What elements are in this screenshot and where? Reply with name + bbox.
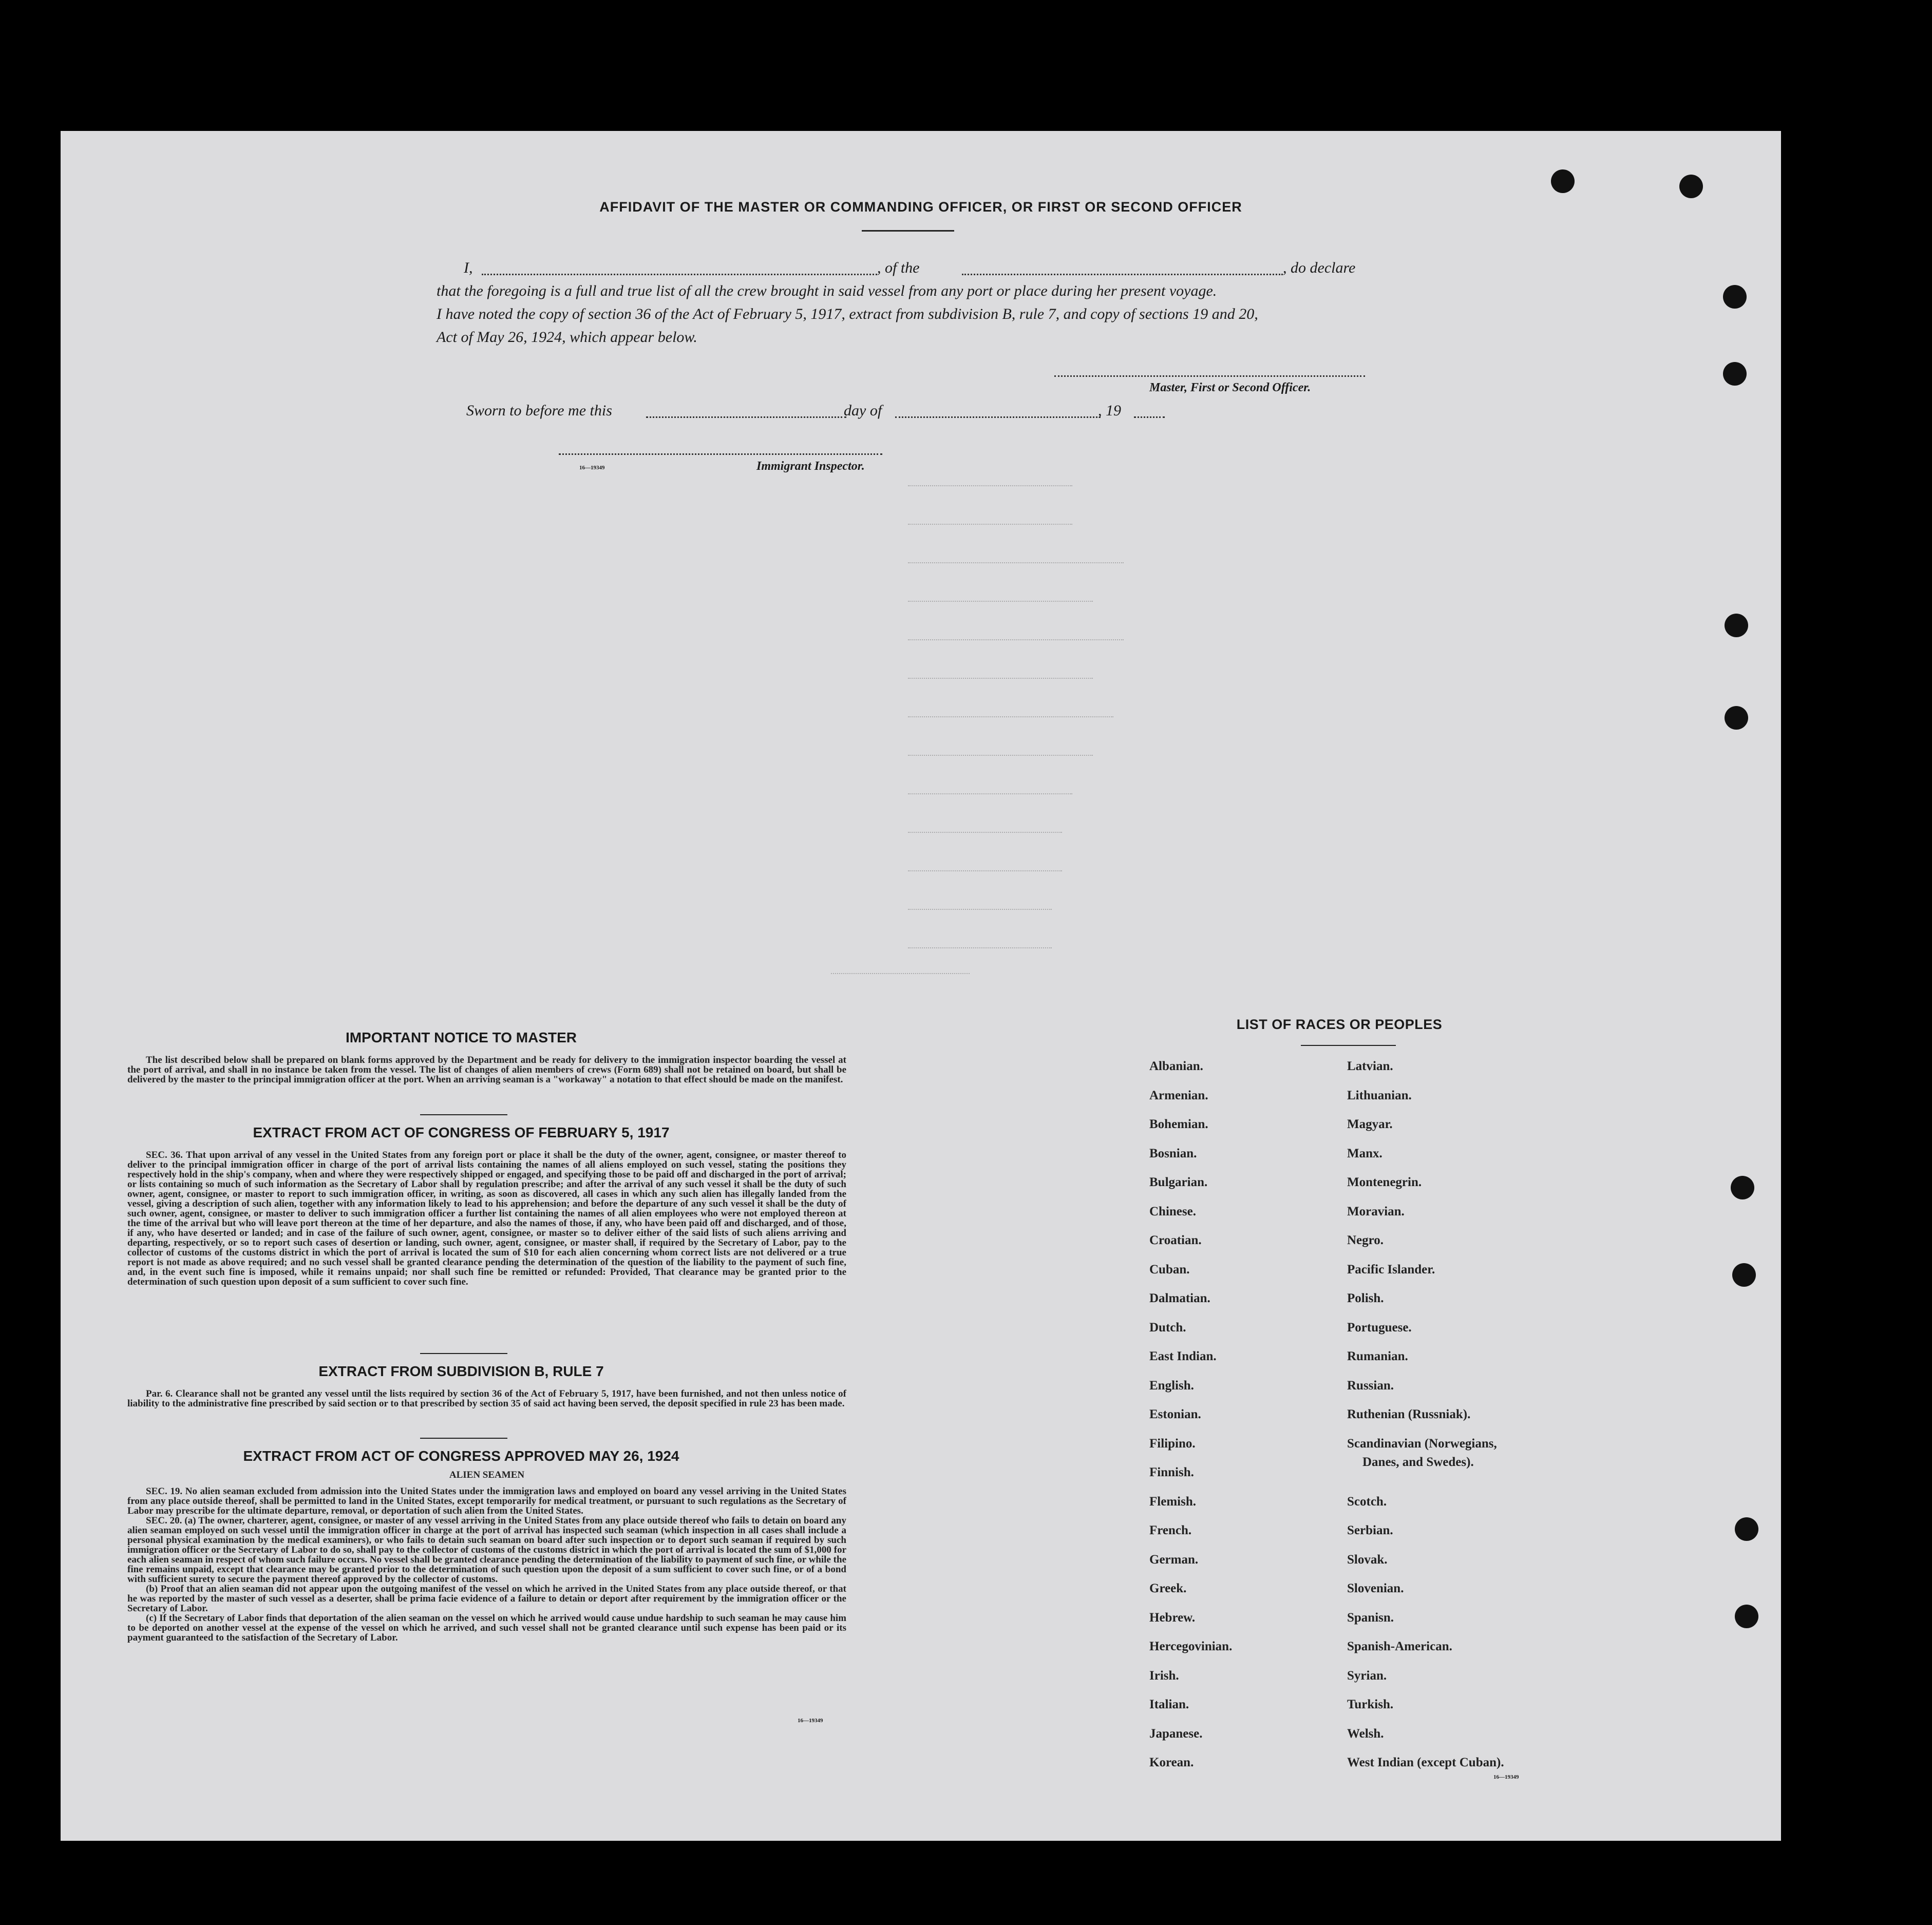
race-item: Bohemian. <box>1149 1117 1208 1131</box>
race-item: Korean. <box>1149 1756 1194 1769</box>
extract-1924-body <box>127 1486 846 1643</box>
race-item: East Indian. <box>1149 1349 1217 1363</box>
notice-body <box>127 1055 846 1084</box>
race-item: Lithuanian. <box>1347 1088 1412 1102</box>
bleed-through <box>908 909 1052 910</box>
affidavit-line-3: I have noted the copy of section 36 of the Act of February 5, 1917, extract from subdivision B, rule 7, and copy of sections 19 and 20, <box>437 306 1258 322</box>
bleed-through <box>908 870 1062 871</box>
race-item: Scandinavian (Norwegians, <box>1347 1436 1497 1451</box>
bleed-through <box>908 639 1124 640</box>
bleed-through <box>908 562 1124 563</box>
punch-hole <box>1731 1176 1754 1199</box>
name-blank <box>482 274 877 275</box>
sworn-day-blank <box>646 416 846 418</box>
race-item: Ruthenian (Russniak). <box>1347 1407 1471 1421</box>
sworn-year: , 19 <box>1098 402 1121 419</box>
race-item: Albanian. <box>1149 1059 1203 1073</box>
sec-20b-paragraph: (b) Proof that an alien seaman did not appear upon the outgoing manifest of the vessel on which he arrived in the United States from any place outside thereof, or that he was reported by the master of such vessel as a deserter, shall be prima facie evidence of a failure to detain or deport after requirement by the immigration officer or the Secretary of Labor. <box>127 1584 846 1614</box>
sec-20a-paragraph: SEC. 20. (a) The owner, charterer, agent, consignee, or master of any vessel arriving in the United States from any place outside thereof who fails to detain on board any alien seaman employed on such vessel until the immigration officer in charge at the port of arrival has inspected such seaman (which inspection in all cases shall include a personal physical examination by the medical examiners), or who fails to detain such seaman on board after such inspection or to deport such seaman if required by such immigration officer or the Secretary of Labor to do so, shall pay to the collector of customs of the customs district in which the port of arrival is located the sum of $1,000 for each alien seaman in respect of whom such failure occurs. No vessel shall be granted clearance pending the determination of the liability to payment of such fine, or while the fine remains unpaid, except that clearance may be granted prior to the determination of such question upon the deposit of a sum sufficient to cover such fine, or of a bond with sufficient surety to secure the payment thereof approved by the collector of customs. <box>127 1515 846 1585</box>
races-title-underline <box>1301 1045 1396 1046</box>
race-item: Estonian. <box>1149 1407 1201 1421</box>
title-underline <box>862 230 954 232</box>
races-title: LIST OF RACES OR PEOPLES <box>1236 1017 1443 1032</box>
inspector-label: Immigrant Inspector. <box>756 460 865 473</box>
affidavit-declare-label: , do declare <box>1283 259 1356 276</box>
affidavit-i-label: I, <box>464 259 473 276</box>
sworn-prefix: Sworn to before me this <box>466 402 612 419</box>
race-item: Negro. <box>1347 1233 1384 1247</box>
race-item: Filipino. <box>1149 1436 1196 1451</box>
affidavit-line-2: that the foregoing is a full and true list of all the crew brought in said vessel from any port or place during her present voyage. <box>437 282 1217 299</box>
race-item: Bulgarian. <box>1149 1175 1208 1189</box>
race-item: Polish. <box>1347 1291 1384 1305</box>
bleed-through <box>831 973 970 974</box>
race-item: Montenegrin. <box>1347 1175 1422 1189</box>
bleed-through <box>908 678 1093 679</box>
race-item: Slovak. <box>1347 1552 1388 1567</box>
sworn-year-blank <box>1134 416 1165 418</box>
race-item: Flemish. <box>1149 1494 1196 1509</box>
race-item: Serbian. <box>1347 1523 1393 1537</box>
race-item: Greek. <box>1149 1581 1187 1595</box>
alien-seamen-subtitle: ALIEN SEAMEN <box>449 1470 525 1480</box>
race-item: Scotch. <box>1347 1494 1387 1509</box>
race-item: Dalmatian. <box>1149 1291 1210 1305</box>
affidavit-of-the-label: , of the <box>877 259 920 276</box>
sec-20c-paragraph: (c) If the Secretary of Labor finds that deportation of the alien seaman on the vessel on which he arrived would cause undue hardship to such seaman he may cause him to be deported on another vessel at the expense of the vessel on which he arrived, and such vessel shall not be granted clearance until such expense has been paid or its payment guaranteed to the satisfaction of the Secretary of Labor. <box>127 1613 846 1643</box>
race-item-continued: Danes, and Swedes). <box>1362 1455 1474 1469</box>
race-item: English. <box>1149 1378 1194 1393</box>
section-divider <box>420 1438 507 1439</box>
races-form-number: 16—19349 <box>1493 1774 1519 1780</box>
punch-hole <box>1679 175 1703 198</box>
race-item: Hebrew. <box>1149 1610 1196 1625</box>
sworn-day-of: day of <box>844 402 882 419</box>
race-item: Irish. <box>1149 1668 1179 1683</box>
extract-1924-title: EXTRACT FROM ACT OF CONGRESS APPROVED MAY 26, 1924 <box>243 1448 679 1464</box>
race-item: Japanese. <box>1149 1726 1203 1741</box>
race-item: Manx. <box>1347 1146 1382 1160</box>
notice-title: IMPORTANT NOTICE TO MASTER <box>345 1030 577 1045</box>
notice-paragraph: The list described below shall be prepared on blank forms approved by the Department and be ready for delivery to the immigration inspector boarding the vessel at the port of arrival, and shall in no instance be taken from the vessel. The list of changes of alien members of crews (Form 689) shall not be retained on board, but shall be delivered by the master to the principal immigration officer at the port. When an arriving seaman is a "workaway" a notation to that effect should be made on the manifest. <box>127 1055 846 1085</box>
races-left-column <box>1149 1059 1344 1785</box>
race-item: Russian. <box>1347 1378 1394 1393</box>
bleed-through <box>908 755 1093 756</box>
extract-1917-body <box>127 1150 846 1287</box>
extract-rule7-title: EXTRACT FROM SUBDIVISION B, RULE 7 <box>318 1363 604 1379</box>
affidavit-title: AFFIDAVIT OF THE MASTER OR COMMANDING OFFICER, OR FIRST OR SECOND OFFICER <box>599 199 1242 215</box>
race-item: Finnish. <box>1149 1465 1194 1479</box>
race-item: Dutch. <box>1149 1320 1186 1335</box>
inspector-blank <box>559 453 882 455</box>
section-divider <box>420 1353 507 1354</box>
bleed-through <box>908 793 1072 794</box>
race-item: Latvian. <box>1347 1059 1393 1073</box>
punch-hole <box>1735 1605 1758 1628</box>
sec-19-paragraph: SEC. 19. No alien seaman excluded from admission into the United States under the immigration laws and employed on board any vessel arriving in the United States from any place outside thereof, shall be permitted to land in the United States, except temporarily for medical treatment, or pursuant to such regulations as the Secretary of Labor may prescribe for the ultimate departure, removal, or deportation of such alien from the United States. <box>127 1486 846 1516</box>
bleed-through <box>908 524 1072 525</box>
signature-label: Master, First or Second Officer. <box>1149 381 1311 394</box>
race-item: Italian. <box>1149 1698 1189 1711</box>
race-item: Croatian. <box>1149 1233 1202 1247</box>
race-item: Armenian. <box>1149 1088 1208 1102</box>
section-divider <box>420 1114 507 1115</box>
extract-form-number: 16—19349 <box>798 1718 823 1724</box>
bleed-through <box>908 716 1113 717</box>
punch-hole <box>1723 285 1747 309</box>
signature-blank <box>1054 375 1365 377</box>
affidavit-line-4: Act of May 26, 1924, which appear below. <box>437 329 697 346</box>
race-item: Chinese. <box>1149 1204 1196 1218</box>
race-item: Spanish-American. <box>1347 1640 1452 1653</box>
punch-hole <box>1551 169 1575 193</box>
extract-1917-title: EXTRACT FROM ACT OF CONGRESS OF FEBRUARY 5, 1917 <box>253 1124 670 1140</box>
race-item: Turkish. <box>1347 1698 1394 1711</box>
punch-hole <box>1732 1263 1756 1287</box>
punch-hole <box>1723 362 1747 386</box>
race-item: Magyar. <box>1347 1117 1393 1131</box>
document-page <box>61 131 1781 1841</box>
race-item: Bosnian. <box>1149 1146 1197 1160</box>
vessel-blank <box>962 274 1283 275</box>
bleed-through <box>908 832 1062 833</box>
race-item: French. <box>1149 1523 1192 1537</box>
race-item: Moravian. <box>1347 1204 1405 1218</box>
bleed-through <box>908 947 1052 948</box>
race-item: Spanisn. <box>1347 1610 1394 1625</box>
punch-hole <box>1735 1517 1758 1541</box>
race-item: Welsh. <box>1347 1726 1384 1741</box>
sworn-month-blank <box>895 416 1101 418</box>
race-item: German. <box>1149 1552 1199 1567</box>
race-item: Pacific Islander. <box>1347 1262 1435 1276</box>
race-item: Portuguese. <box>1347 1320 1412 1335</box>
affidavit-form-number: 16—19349 <box>579 465 605 471</box>
race-item: West Indian (except Cuban). <box>1347 1756 1504 1769</box>
races-right-column <box>1347 1059 1614 1785</box>
punch-hole <box>1725 706 1748 730</box>
extract-rule7-body <box>127 1389 846 1408</box>
par-6-paragraph: Par. 6. Clearance shall not be granted any vessel until the lists required by section 36 of the Act of February 5, 1917, have been furnished, and not then unless notice of liability to the administrative fine prescribed by said section or to that prescribed by section 35 of said act having been served, the deposit specified in rule 23 has been made. <box>127 1388 846 1409</box>
race-item: Rumanian. <box>1347 1349 1408 1363</box>
race-item: Cuban. <box>1149 1262 1190 1276</box>
race-item: Hercegovinian. <box>1149 1640 1233 1653</box>
race-item: Syrian. <box>1347 1668 1387 1683</box>
race-item: Slovenian. <box>1347 1581 1404 1595</box>
bleed-through <box>908 601 1093 602</box>
bleed-through <box>908 485 1072 486</box>
punch-hole <box>1725 614 1748 637</box>
sec-36-paragraph: SEC. 36. That upon arrival of any vessel in the United States from any foreign port or place it shall be the duty of the owner, agent, consignee, or master thereof to deliver to the principal immigration officer in charge of the port of arrival lists containing the names of all aliens employed on such vessel, stating the positions they respectively hold in the ship's company, when and where they were respectively shipped or engaged, and specifying those to be paid off and discharged in the port of arrival; or lists containing so much of such information as the Secretary of Labor shall by regulation prescribe; and after the arrival of any such vessel it shall be the duty of such owner, agent, consignee, or master to report to such immigration officer, in writing, as soon as discovered, all cases in which any such alien has illegally landed from the vessel, giving a description of such alien, together with any information likely to lead to his apprehension; and before the departure of any such vessel it shall be the duty of such owner, agent, consignee, or master to deliver to such immigration officer a further list containing the names of all alien employees who were not employed thereon at the time of the arrival but who will leave port thereon at the time of her departure, and also the names of those, if any, who have been paid off and discharged, and of those, if any, who have deserted or landed; and in case of the failure of such owner, agent, consignee, or master so to deliver either of the said lists of such aliens arriving and departing, respectively, or so to report such cases of desertion or landing, such owner, agent, consignee, or master shall, if required by the Secretary of Labor, pay to the collector of customs of the customs district in which the port of arrival is located the sum of $10 for each alien concerning whom correct lists are not delivered or a true report is not made as above required; and no such vessel shall be granted clearance pending the determination of the question of the liability to the payment of such fine, and, in the event such fine is imposed, while it remains unpaid; nor shall such fine be remitted or refunded: Provided, That clearance may be granted prior to the determination of such question upon deposit of a sum sufficient to cover such fine. <box>127 1150 846 1287</box>
